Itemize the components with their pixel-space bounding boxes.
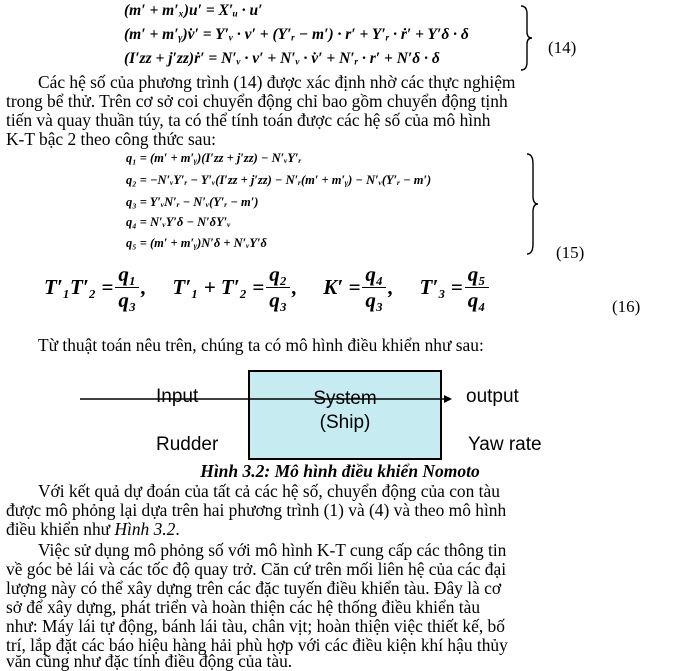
- eq16-k-fraction: [362, 262, 386, 313]
- eq16-sum-fraction: [266, 262, 290, 313]
- system-label: System: [313, 388, 377, 409]
- eq15-q3: q₃ = Y′ᵥN′ᵣ − N′ᵥ(Y′ᵣ − m′): [126, 195, 259, 209]
- text-line: [6, 520, 180, 539]
- equation-16: [44, 262, 491, 313]
- eq16-t3-lhs: T′₃ =: [419, 275, 463, 299]
- rudder-label: Rudder: [156, 434, 219, 455]
- eq14-line2: (m′ + m′ᵧ)v̇′ = Y′ᵥ · v′ + (Y′ᵣ − m′) · r′ + Y′ᵣ · ṙ′ + Y′δ · δ: [124, 26, 469, 43]
- signal-arrow: [80, 392, 460, 406]
- eq16-separator: ,: [388, 275, 394, 299]
- output-label: output: [466, 386, 519, 407]
- text-line: được mô phỏng lại dựa trên hai phương trình (1) và (4) và theo mô hình: [6, 500, 507, 520]
- eq16-t1t2-denominator: q₃: [118, 288, 137, 312]
- eq16-t3-fraction: [465, 262, 489, 313]
- eq15-number: (15): [556, 243, 585, 262]
- text-line: về góc bẻ lái và các tốc độ quay trở. Căn cứ trên mối liên hệ của các đại: [6, 559, 507, 579]
- text-line: tiến và quay thuần túy, ta có thể tính toán được các hệ số của mô hình: [6, 110, 491, 130]
- eq15-q1: q₁ = (m′ + m′ᵧ)(I′zz + j′zz) − N′ᵥY′ᵣ: [126, 151, 302, 165]
- eq16-t3-numerator: q₅: [465, 262, 489, 288]
- eq14-number: (14): [548, 38, 577, 57]
- figure-caption: Hình 3.2: Mô hình điều khiển Nomoto: [200, 461, 480, 481]
- text-line: sở để xây dựng, phát triển và hoàn thiện các hệ thống điều khiển tàu: [6, 597, 481, 617]
- figure-reference: Hình 3.2: [114, 519, 176, 539]
- eq15-brace: [524, 152, 540, 256]
- text-run: .: [175, 519, 180, 539]
- eq16-t1t2-fraction: [115, 262, 139, 313]
- text-line: K-T bậc 2 theo công thức sau:: [6, 129, 217, 149]
- eq16-separator: ,: [141, 275, 147, 299]
- eq16-number: (16): [612, 297, 641, 316]
- text-line: trong bể thử. Trên cơ sở coi chuyển động chỉ bao gồm chuyển động tịnh: [6, 91, 508, 111]
- eq16-k-numerator: q₄: [362, 262, 386, 288]
- input-label: Input: [156, 386, 199, 407]
- text-line: văn cũng như đặc tính điều động của tàu.: [6, 651, 293, 671]
- eq16-k-lhs: K′ =: [323, 275, 361, 299]
- yaw-rate-label: Yaw rate: [468, 434, 542, 455]
- eq16-t1t2-numerator: q₁: [115, 262, 139, 288]
- eq14-brace: [518, 4, 534, 72]
- eq16-t3-denominator: q₄: [467, 288, 486, 312]
- eq16-t1t2-lhs: T′₁T′₂ =: [44, 275, 114, 299]
- text-line: Các hệ số của phương trình (14) được xác định nhờ các thực nghiệm: [38, 72, 516, 92]
- eq16-sum-numerator: q₂: [266, 262, 290, 288]
- eq16-sum-denominator: q₃: [269, 288, 288, 312]
- text-line: Với kết quả dự đoán của tất cả các hệ số, chuyển động của con tàu: [38, 481, 500, 501]
- text-line: trí, lắp đặt các báo hiệu hàng hải phù hợp với các điều kiện khí hậu thủy: [6, 635, 508, 655]
- eq15-q5: q₅ = (m′ + m′ᵧ)N′δ + N′ᵥY′δ: [126, 236, 267, 250]
- eq16-sum-lhs: T′₁ + T′₂ =: [172, 275, 265, 299]
- ship-label: (Ship): [319, 412, 371, 433]
- eq15-q4: q₄ = N′ᵥY′δ − N′δY′ᵥ: [126, 215, 231, 229]
- text-line: như: Máy lái tự động, bánh lái tàu, chân vịt; hoàn thiện việc thiết kế, bố: [6, 616, 505, 636]
- intro-sentence: Từ thuật toán nêu trên, chúng ta có mô hình điều khiển như sau:: [38, 335, 484, 355]
- eq16-k-denominator: q₃: [365, 288, 384, 312]
- text-line: lượng này có thể xây dựng trên các đặc tuyến điều khiển tàu. Đây là cơ: [6, 578, 502, 598]
- text-run: điều khiển như: [6, 519, 115, 539]
- eq16-separator: ,: [292, 275, 298, 299]
- text-line: Việc sử dụng mô phỏng số với mô hình K-T cung cấp các thông tin: [38, 540, 507, 560]
- eq14-line1: (m′ + m′ₓ)u′ = X′ᵤ · u′: [124, 2, 263, 19]
- eq15-q2: q₂ = −N′ᵥY′ᵣ − Y′ᵥ(I′zz + j′zz) − N′ᵣ(m′ + m′ᵧ) − N′ᵥ(Y′ᵣ − m′): [126, 173, 432, 187]
- eq14-line3: (I′zz + j′zz)ṙ′ = N′ᵥ · v′ + N′ᵥ · v̇′ + N′ᵣ · r′ + N′δ · δ: [124, 50, 440, 67]
